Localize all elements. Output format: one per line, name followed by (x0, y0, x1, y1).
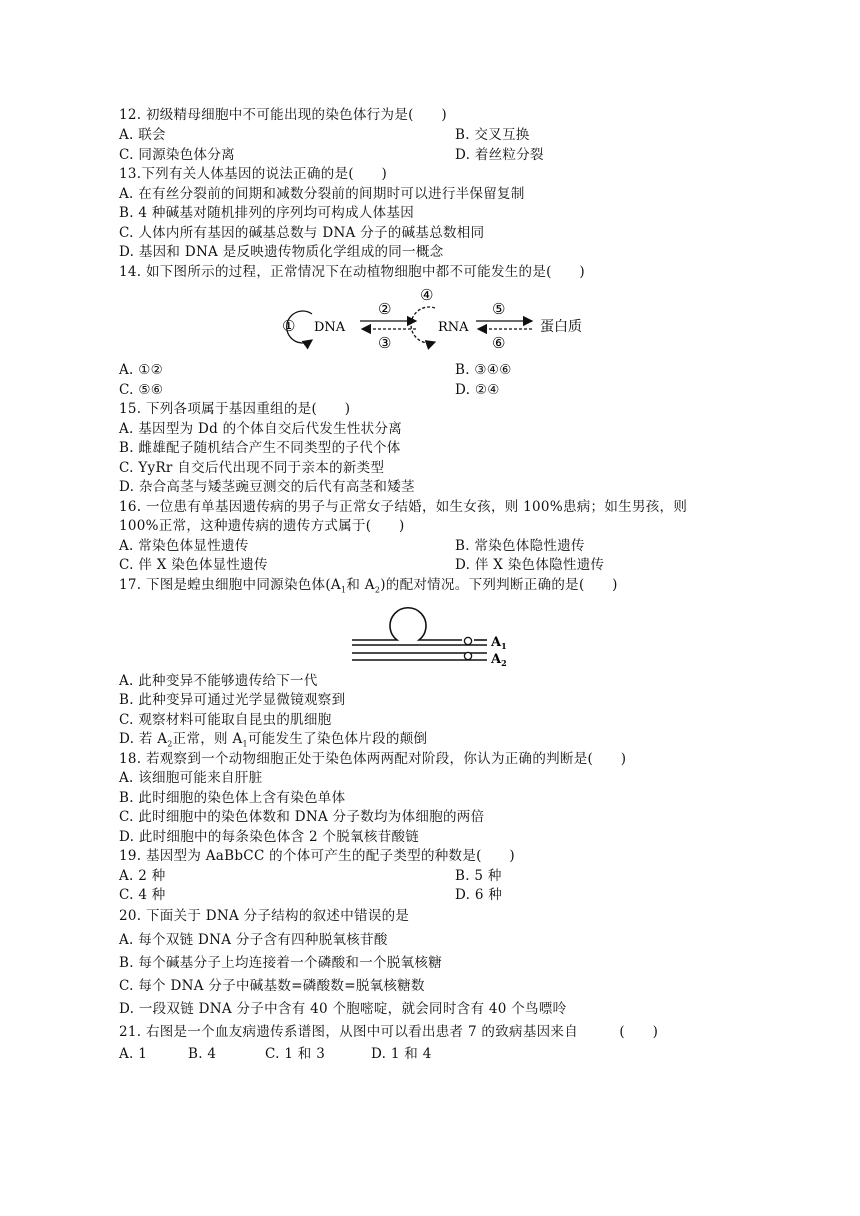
q15-option-a: A. 基因型为 Dd 的个体自交后代发生性状分离 (119, 421, 403, 437)
q17-stem-part-b: 和 A (346, 577, 375, 593)
q17-d-part-c: 可能发生了染色体片段的颠倒 (247, 731, 428, 747)
q19-stem: 19. 基因型为 AaBbCC 的个体可产生的配子类型的种数是( ) (119, 848, 515, 864)
q17-option-c: C. 观察材料可能取自昆虫的肌细胞 (119, 712, 332, 728)
q14-option-a: A. ①② (119, 362, 164, 378)
q14-option-d: D. ②④ (455, 382, 500, 398)
q17-stem (119, 575, 618, 601)
q18-option-d: D. 此时细胞中的每条染色体含 2 个脱氧核苷酸链 (119, 829, 420, 845)
q17-stem-sub-1: 1 (340, 585, 347, 595)
q12-option-d: D. 着丝粒分裂 (455, 147, 544, 163)
q17-stem-part-a: 17. 下图是蝗虫细胞中同源染色体(A (119, 577, 341, 593)
label-circle-5: ⑤ (492, 300, 506, 318)
q20-option-a: A. 每个双链 DNA 分子含有四种脱氧核苷酸 (119, 932, 388, 948)
centromere-a2 (464, 652, 471, 659)
q15-stem: 15. 下列各项属于基因重组的是( ) (119, 401, 351, 417)
centromere-a1 (464, 637, 471, 644)
q17-stem-sub-2: 2 (374, 585, 381, 595)
q13-option-d: D. 基因和 DNA 是反映遗传物质化学组成的同一概念 (119, 244, 444, 260)
label-circle-6: ⑥ (492, 334, 506, 352)
q15-option-d: D. 杂合高茎与矮茎豌豆测交的后代有高茎和矮茎 (119, 479, 415, 495)
q12-stem: 12. 初级精母细胞中不可能出现的染色体行为是( ) (119, 107, 447, 123)
q16-stem-line2: 100%正常，这种遗传病的遗传方式属于( ) (119, 518, 405, 534)
q18-stem: 18. 若观察到一个动物细胞正处于染色体两两配对阶段，你认为正确的判断是( ) (119, 751, 627, 767)
q13-option-a: A. 在有丝分裂前的间期和减数分裂前的间期时可以进行半保留复制 (119, 186, 525, 202)
rna-replication-arrow (411, 307, 435, 343)
q15-option-c: C. YyRr 自交后代出现不同于亲本的新类型 (119, 460, 385, 476)
q16-option-b: B. 常染色体隐性遗传 (455, 538, 585, 554)
q20-stem: 20. 下面关于 DNA 分子结构的叙述中错误的是 (119, 908, 410, 924)
q12-option-a: A. 联会 (119, 127, 166, 143)
q20-option-b: B. 每个碱基分子上均连接着一个磷酸和一个脱氧核糖 (119, 955, 443, 971)
rna-label: RNA (438, 320, 469, 335)
q19-option-a: A. 2 种 (119, 868, 166, 884)
chromosome-a1-top-strand (352, 608, 462, 640)
q13-option-c: C. 人体内所有基因的碱基总数与 DNA 分子的碱基总数相同 (119, 225, 485, 241)
q14-option-c: C. ⑤⑥ (119, 382, 164, 398)
q19-option-d: D. 6 种 (455, 887, 503, 903)
q21-stem: 21. 右图是一个血友病遗传系谱图，从图中可以看出患者 7 的致病基因来自 ( ) (119, 1024, 659, 1040)
label-a2: $A_2$ (491, 652, 507, 668)
q17-option-b: B. 此种变异可通过光学显微镜观察到 (119, 692, 346, 708)
protein-label: 蛋白质 (540, 319, 582, 335)
q17-d-sub-2: 2 (167, 739, 173, 749)
q18-option-b: B. 此时细胞的染色体上含有染色单体 (119, 790, 346, 806)
label-circle-1: ① (282, 317, 296, 335)
q20-option-c: C. 每个 DNA 分子中碱基数=磷酸数=脱氧核糖数 (119, 978, 425, 994)
q13-option-b: B. 4 种碱基对随机排列的序列均可构成人体基因 (119, 205, 415, 221)
q17-stem-part-c: )的配对情况。下列判断正确的是( ) (380, 577, 618, 593)
q18-option-a: A. 该细胞可能来自肝脏 (119, 770, 263, 786)
q17-option-a: A. 此种变异不能够遗传给下一代 (119, 673, 318, 689)
dna-label: DNA (314, 320, 346, 335)
q19-option-b: B. 5 种 (455, 868, 502, 884)
q14-stem: 14. 如下图所示的过程，正常情况下在动植物细胞中都不可能发生的是( ) (119, 264, 585, 280)
q16-option-a: A. 常染色体显性遗传 (119, 538, 249, 554)
q20-option-d: D. 一段双链 DNA 分子中含有 40 个胞嘧啶，就会同时含有 40 个鸟嘌呤 (119, 1001, 567, 1017)
q18-option-c: C. 此时细胞中的染色体数和 DNA 分子数均为体细胞的两倍 (119, 809, 485, 825)
q16-option-c: C. 伴 X 染色体显性遗传 (119, 557, 268, 573)
label-circle-3: ③ (378, 334, 392, 352)
q13-stem: 13.下列有关人体基因的说法正确的是( ) (119, 166, 388, 182)
q19-option-c: C. 4 种 (119, 887, 166, 903)
q17-d-sub-1: 1 (242, 739, 248, 749)
q17-d-part-a: D. 若 A (119, 731, 168, 747)
q12-option-c: C. 同源染色体分离 (119, 147, 235, 163)
q21-option-d: D. 1 和 4 (371, 1046, 432, 1062)
q21-option-b: B. 4 (188, 1046, 217, 1062)
homologous-chromosome-diagram (352, 600, 522, 668)
label-circle-4: ④ (420, 286, 434, 304)
label-circle-2: ② (378, 300, 392, 318)
q16-stem-line1: 16. 一位患有单基因遗传病的男子与正常女子结婚，如生女孩，则 100%患病；如生男孩，则 (119, 499, 688, 515)
q21-option-c: C. 1 和 3 (265, 1046, 326, 1062)
q12-option-b: B. 交叉互换 (455, 127, 530, 143)
q15-option-b: B. 雌雄配子随机结合产生不同类型的子代个体 (119, 440, 401, 456)
label-a1: $A_1$ (491, 635, 507, 651)
central-dogma-diagram (278, 286, 588, 352)
q17-d-part-b: 正常，则 A (172, 731, 243, 747)
q16-option-d: D. 伴 X 染色体隐性遗传 (455, 557, 605, 573)
q14-option-b: B. ③④⑥ (455, 362, 512, 378)
q21-option-a: A. 1 (119, 1046, 148, 1062)
